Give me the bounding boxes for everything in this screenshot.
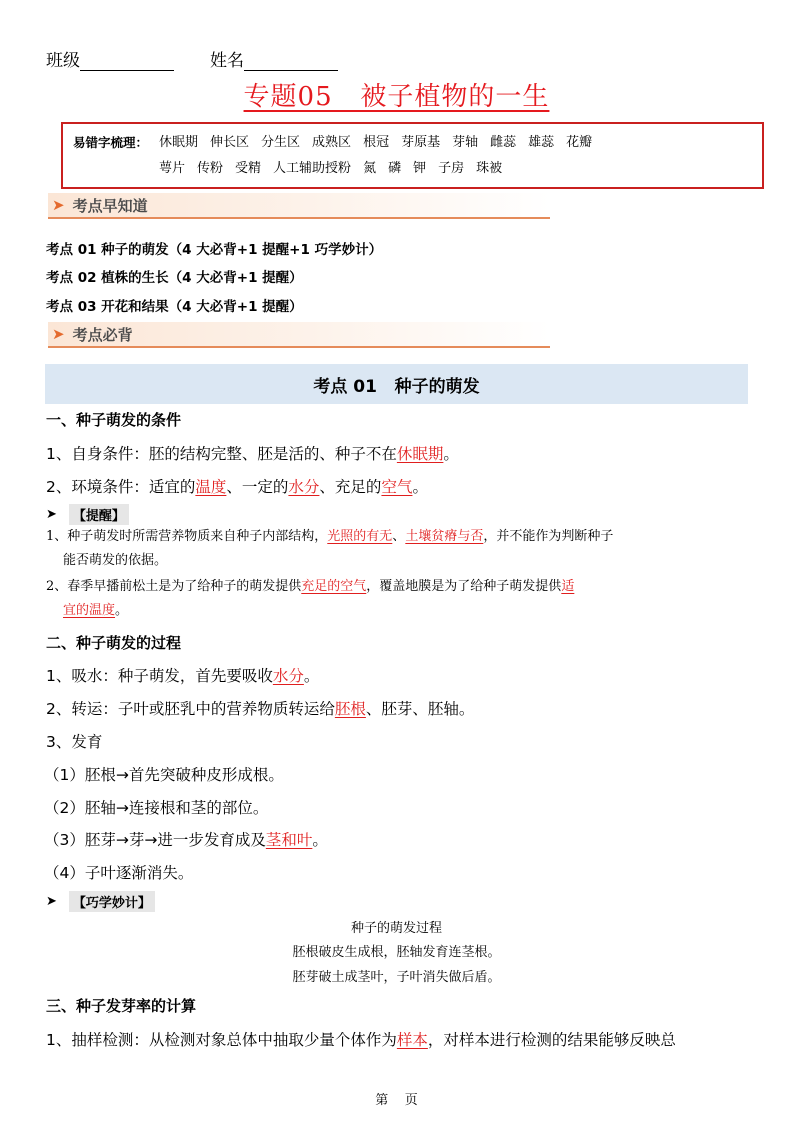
triangle-icon: ➤ bbox=[52, 196, 65, 214]
page-footer: 第 页 bbox=[375, 1093, 418, 1108]
error-word: 分生区 bbox=[261, 135, 301, 150]
heading-germination-rate: 三、种子发芽率的计算 bbox=[46, 997, 197, 1015]
error-word: 花瓣 bbox=[566, 135, 593, 150]
develop-4: （4）子叶逐渐消失。 bbox=[44, 864, 194, 882]
develop-3: （3）胚芽→芽→进一步发育成及茎和叶。 bbox=[44, 831, 328, 849]
answer-sample: 样本 bbox=[396, 1031, 428, 1049]
error-word: 芽原基 bbox=[401, 135, 441, 150]
banner-overview-text: 考点早知道 bbox=[72, 196, 148, 215]
process-develop: 3、发育 bbox=[46, 733, 103, 751]
error-word: 成熟区 bbox=[312, 135, 352, 150]
banner-must-memorize-text: 考点必背 bbox=[72, 325, 133, 344]
answer-temperature: 温度 bbox=[195, 478, 227, 496]
kaodian-item-2: 考点 02 植株的生长（4 大必背+1 提醒） bbox=[46, 270, 303, 286]
error-word: 传粉 bbox=[197, 161, 224, 176]
answer-air: 空气 bbox=[381, 478, 413, 496]
name-label: 姓名 bbox=[210, 51, 244, 71]
develop-2: （2）胚轴→连接根和茎的部位。 bbox=[44, 799, 269, 817]
error-prone-box bbox=[61, 122, 764, 189]
error-word: 珠被 bbox=[476, 161, 503, 176]
error-word: 休眠期 bbox=[159, 135, 199, 150]
tip-reminder bbox=[46, 504, 129, 525]
answer-soil: 土壤贫瘠与否 bbox=[405, 529, 484, 544]
arrow-bullet-icon: ➤ bbox=[46, 507, 57, 522]
answer-light: 光照的有无 bbox=[327, 529, 393, 544]
error-words-row1 bbox=[159, 130, 604, 156]
condition-environment: 2、环境条件：适宜的温度、一定的水分、充足的空气。 bbox=[46, 478, 428, 496]
process-transport: 2、转运：子叶或胚乳中的营养物质转运给胚根、胚芽、胚轴。 bbox=[46, 700, 475, 718]
process-absorb: 1、吸水：种子萌发，首先要吸收水分。 bbox=[46, 667, 320, 685]
class-label: 班级 bbox=[46, 51, 80, 71]
class-blank[interactable] bbox=[80, 53, 174, 71]
error-word: 芽轴 bbox=[452, 135, 479, 150]
error-word: 钾 bbox=[413, 161, 427, 176]
answer-radicle: 胚根 bbox=[334, 700, 366, 718]
section-title: 考点 01 种子的萌发 bbox=[45, 364, 748, 404]
name-field[interactable] bbox=[210, 46, 338, 71]
tip-1: 1、种子萌发时所需营养物质来自种子内部结构，光照的有无、土壤贫瘠与否，并不能作为判断种子 能否萌发的依据。 bbox=[46, 529, 614, 568]
heading-process: 二、种子萌发的过程 bbox=[46, 634, 182, 652]
error-word: 根冠 bbox=[363, 135, 390, 150]
answer-suitable-temp-b: 宜的温度 bbox=[63, 603, 116, 618]
error-row-2 bbox=[73, 156, 752, 182]
tip-2: 2、春季早播前松土是为了给种子的萌发提供充足的空气，覆盖地膜是为了给种子萌发提供适 宜的温度。 bbox=[46, 579, 575, 618]
answer-ample-air: 充足的空气 bbox=[301, 579, 367, 594]
tip-trick bbox=[46, 891, 155, 912]
kaodian-item-3: 考点 03 开花和结果（4 大必背+1 提醒） bbox=[46, 299, 303, 315]
error-word: 人工辅助授粉 bbox=[273, 161, 352, 176]
arrow-bullet-icon: ➤ bbox=[46, 894, 57, 909]
error-word: 氮 bbox=[363, 161, 377, 176]
error-row-1 bbox=[73, 130, 752, 156]
error-word: 子房 bbox=[438, 161, 465, 176]
error-word: 磷 bbox=[388, 161, 402, 176]
answer-water: 水分 bbox=[288, 478, 320, 496]
poem-title: 种子的萌发过程 bbox=[350, 921, 442, 936]
answer-stem-leaf: 茎和叶 bbox=[265, 831, 313, 849]
name-blank[interactable] bbox=[244, 53, 338, 71]
banner-overview bbox=[48, 193, 550, 219]
page-title: 专题05 被子植物的一生 bbox=[243, 82, 550, 112]
error-word: 伸长区 bbox=[210, 135, 250, 150]
name-row bbox=[46, 46, 338, 71]
sampling-line: 1、抽样检测：从检测对象总体中抽取少量个体作为样本，对样本进行检测的结果能够反映总 bbox=[46, 1031, 676, 1049]
error-word: 雌蕊 bbox=[490, 135, 517, 150]
tip-label: 【提醒】 bbox=[69, 504, 129, 525]
condition-self: 1、自身条件：胚的结构完整、胚是活的、种子不在休眠期。 bbox=[46, 445, 459, 463]
trick-label: 【巧学妙计】 bbox=[69, 891, 155, 912]
answer-dormancy: 休眠期 bbox=[396, 445, 444, 463]
class-field[interactable] bbox=[46, 46, 210, 71]
heading-conditions: 一、种子萌发的条件 bbox=[46, 411, 182, 429]
poem-line-1: 胚根破皮生成根，胚轴发育连茎根。 bbox=[292, 945, 501, 960]
triangle-icon: ➤ bbox=[52, 325, 65, 343]
poem-line-2: 胚芽破土成茎叶，子叶消失做后盾。 bbox=[292, 970, 501, 985]
error-word: 雄蕊 bbox=[528, 135, 555, 150]
answer-water-2: 水分 bbox=[272, 667, 304, 685]
error-words-row2 bbox=[159, 156, 514, 182]
answer-suitable-temp-a: 适 bbox=[561, 579, 575, 594]
error-word: 萼片 bbox=[159, 161, 186, 176]
banner-must-memorize bbox=[48, 322, 550, 348]
error-word: 受精 bbox=[235, 161, 262, 176]
kaodian-item-1: 考点 01 种子的萌发（4 大必背+1 提醒+1 巧学妙计） bbox=[46, 242, 383, 258]
error-box-lead: 易错字梳理： bbox=[73, 135, 149, 150]
develop-1: （1）胚根→首先突破种皮形成根。 bbox=[44, 766, 284, 784]
